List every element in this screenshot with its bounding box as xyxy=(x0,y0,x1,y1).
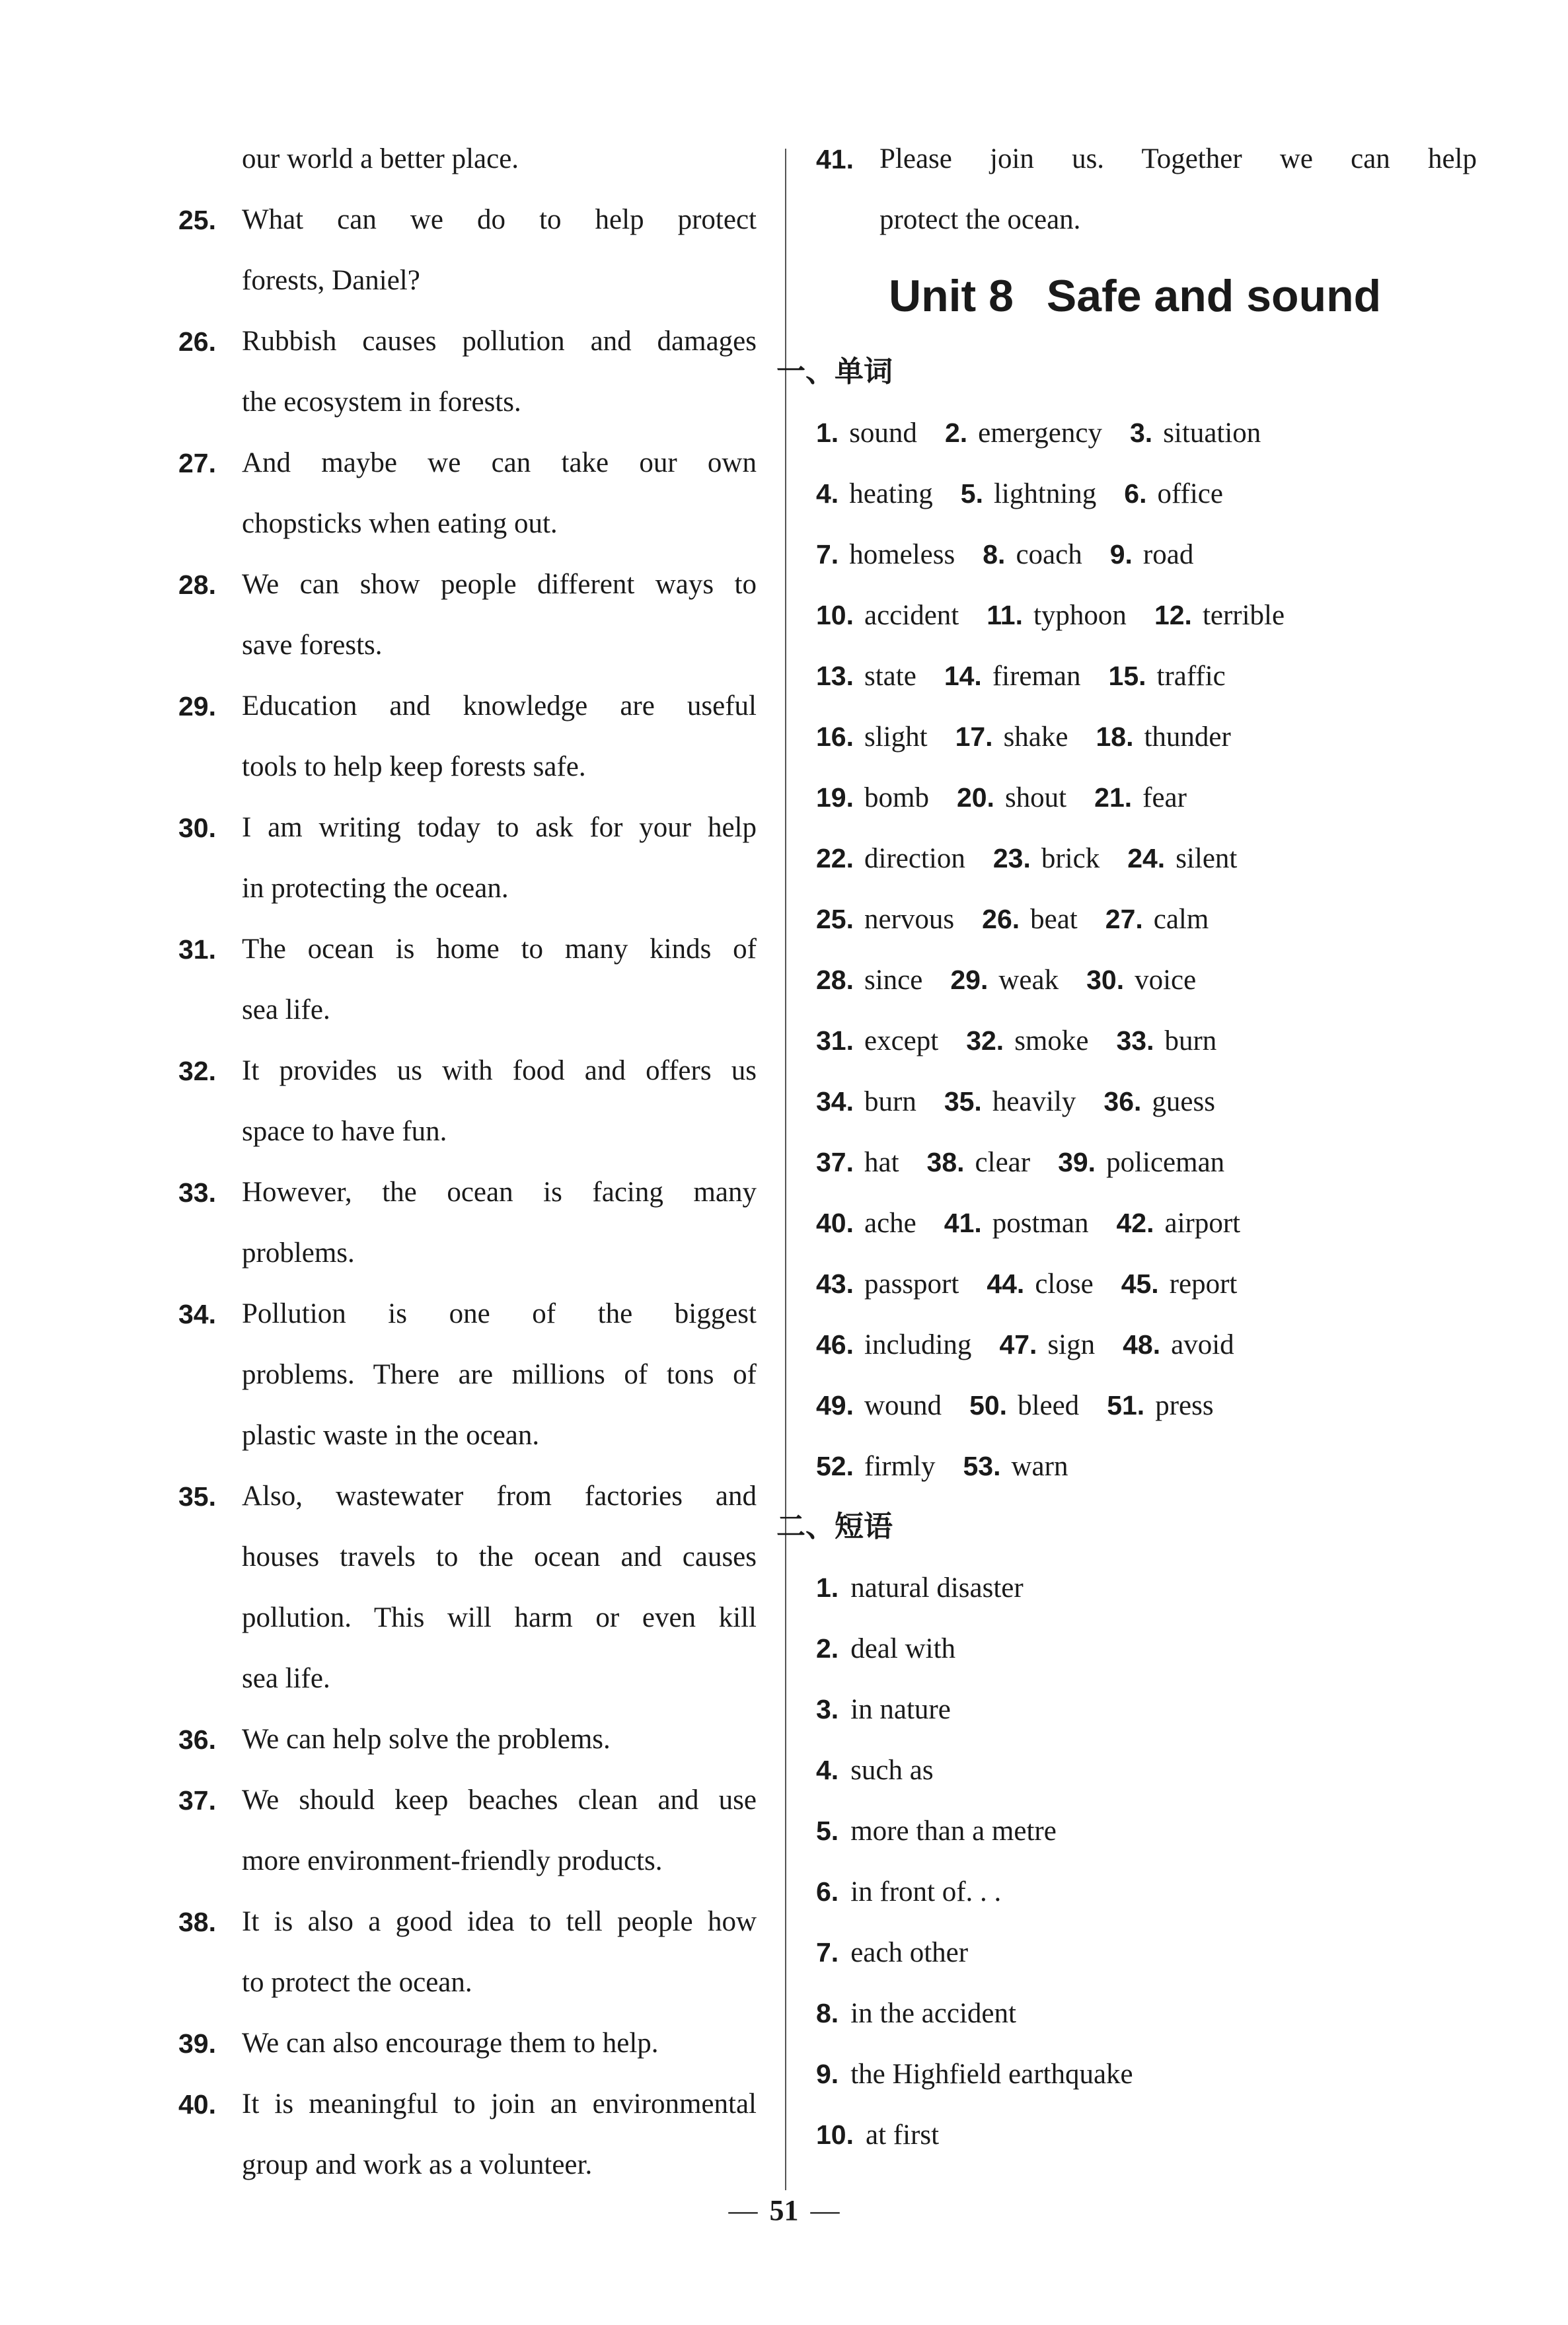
item-number: 26. xyxy=(178,326,216,357)
answer-line xyxy=(178,1162,757,1223)
word-entry xyxy=(816,949,922,1011)
word-text: wound xyxy=(864,1390,942,1421)
word-entry xyxy=(1094,767,1187,829)
answer-line xyxy=(178,311,757,372)
phrase-text: deal with xyxy=(850,1633,956,1664)
word-number: 13. xyxy=(816,661,854,691)
word-entry xyxy=(816,1375,942,1436)
answer-line xyxy=(178,2013,757,2074)
word-entry xyxy=(957,767,1066,829)
answer-text: What can we do to help protect xyxy=(242,204,757,235)
phrase-number: 10. xyxy=(816,2120,854,2150)
word-entry xyxy=(982,889,1078,950)
word-entry xyxy=(816,1193,916,1254)
answer-text: It provides us with food and offers us xyxy=(242,1055,757,1086)
column-divider xyxy=(785,149,786,2190)
word-row xyxy=(816,767,1477,828)
word-text: including xyxy=(864,1329,972,1360)
word-text: guess xyxy=(1152,1086,1215,1117)
phrase-number: 6. xyxy=(816,1876,839,1907)
word-number: 44. xyxy=(987,1269,1025,1299)
answer-text: However, the ocean is facing many xyxy=(242,1177,757,1208)
word-row xyxy=(816,1010,1477,1071)
right-column xyxy=(776,129,1477,2165)
word-number: 42. xyxy=(1116,1208,1154,1238)
word-text: silent xyxy=(1176,843,1238,874)
word-number: 32. xyxy=(966,1025,1004,1056)
phrase-text: at first xyxy=(866,2120,940,2151)
word-text: coach xyxy=(1016,539,1082,570)
word-text: nervous xyxy=(864,904,955,935)
word-number: 14. xyxy=(944,661,982,691)
answer-continuation: in protecting the ocean. xyxy=(242,873,509,904)
word-text: weak xyxy=(998,965,1059,996)
word-text: thunder xyxy=(1144,721,1231,753)
word-text: bleed xyxy=(1018,1390,1080,1421)
word-row xyxy=(816,402,1477,463)
phrase-number: 5. xyxy=(816,1816,839,1846)
word-entry xyxy=(816,585,959,646)
answer-continuation: to protect the ocean. xyxy=(242,1967,472,1998)
answer-continuation: sea life. xyxy=(242,1663,330,1694)
phrase-row xyxy=(816,2104,1477,2165)
word-entry xyxy=(816,402,917,464)
section-words-heading: 一、单词 xyxy=(776,355,893,388)
answer-continuation: group and work as a volunteer. xyxy=(242,2149,593,2180)
word-entry xyxy=(816,524,955,585)
item-number: 41. xyxy=(816,144,854,174)
word-number: 4. xyxy=(816,478,839,509)
word-text: smoke xyxy=(1014,1025,1089,1056)
word-entry xyxy=(993,828,1100,889)
word-row xyxy=(816,1071,1477,1132)
word-entry xyxy=(1109,646,1226,707)
word-text: policeman xyxy=(1106,1147,1225,1178)
word-number: 30. xyxy=(1086,965,1125,995)
word-number: 15. xyxy=(1108,661,1146,691)
word-text: voice xyxy=(1135,965,1197,996)
page-number-value: 51 xyxy=(769,2194,799,2227)
word-entry xyxy=(927,1132,1031,1193)
word-number: 39. xyxy=(1058,1147,1096,1177)
word-number: 12. xyxy=(1154,600,1192,630)
item-number: 29. xyxy=(178,691,216,721)
word-text: emergency xyxy=(978,418,1102,449)
phrase-number: 2. xyxy=(816,1633,839,1664)
word-text: firmly xyxy=(864,1451,936,1482)
word-number: 31. xyxy=(816,1025,854,1056)
word-text: terrible xyxy=(1202,600,1285,631)
answer-continuation: chopsticks when eating out. xyxy=(242,508,558,539)
item-number: 31. xyxy=(178,934,216,965)
word-number: 21. xyxy=(1094,782,1133,813)
phrase-list xyxy=(816,1557,1477,2165)
word-text: close xyxy=(1035,1269,1094,1300)
item-number: 37. xyxy=(178,1785,216,1816)
word-number: 33. xyxy=(1116,1025,1154,1056)
page-number xyxy=(0,2194,1568,2227)
answer-continuation: forests, Daniel? xyxy=(242,265,420,296)
word-number: 28. xyxy=(816,965,854,995)
word-number: 1. xyxy=(816,418,839,448)
item-number: 35. xyxy=(178,1481,216,1512)
word-number: 24. xyxy=(1127,843,1166,873)
answer-line xyxy=(178,190,757,250)
page-dash-right: — xyxy=(810,2194,840,2227)
word-row xyxy=(816,706,1477,767)
word-text: sign xyxy=(1047,1329,1096,1360)
word-text: heating xyxy=(849,478,933,509)
phrase-number: 3. xyxy=(816,1694,839,1724)
phrase-row xyxy=(816,1679,1477,1740)
vocabulary-list xyxy=(816,402,1477,1496)
answer-continuation: sea life. xyxy=(242,994,330,1025)
word-text: state xyxy=(864,661,916,692)
word-row xyxy=(816,646,1477,706)
word-text: homeless xyxy=(849,539,955,570)
word-number: 48. xyxy=(1123,1329,1161,1360)
word-number: 5. xyxy=(960,478,983,509)
word-row xyxy=(816,949,1477,1010)
word-text: accident xyxy=(864,600,959,631)
answer-text: And maybe we can take our own xyxy=(242,447,757,478)
item-number: 28. xyxy=(178,570,216,600)
answer-text: The ocean is home to many kinds of xyxy=(242,934,757,965)
word-text: passport xyxy=(864,1269,959,1300)
item-number: 40. xyxy=(178,2089,216,2120)
word-entry xyxy=(944,1071,1076,1132)
phrase-text: in nature xyxy=(850,1694,951,1725)
word-entry xyxy=(1116,1010,1216,1072)
word-number: 27. xyxy=(1105,904,1143,934)
word-text: sound xyxy=(849,418,917,449)
word-text: warn xyxy=(1011,1451,1068,1482)
word-text: situation xyxy=(1163,418,1261,449)
answer-text: Rubbish causes pollution and damages xyxy=(242,326,757,357)
word-row xyxy=(816,1375,1477,1436)
word-number: 11. xyxy=(987,600,1023,630)
answer-text: We can also encourage them to help. xyxy=(242,2028,659,2059)
left-column xyxy=(178,129,757,2196)
word-number: 17. xyxy=(955,721,993,752)
answer-continuation: houses travels to the ocean and causes xyxy=(242,1541,757,1572)
answer-text: It is meaningful to join an environmental xyxy=(242,2088,757,2120)
answer-line xyxy=(178,1041,757,1101)
word-text: traffic xyxy=(1156,661,1226,692)
word-entry xyxy=(983,524,1082,585)
phrase-number: 7. xyxy=(816,1937,839,1968)
word-text: press xyxy=(1155,1390,1214,1421)
continued-sentences xyxy=(816,129,1477,250)
word-row xyxy=(816,1193,1477,1253)
phrase-number: 1. xyxy=(816,1572,839,1603)
word-entry xyxy=(945,402,1102,464)
word-text: road xyxy=(1142,539,1194,570)
page-dash-left: — xyxy=(728,2194,758,2227)
word-entry xyxy=(987,585,1127,646)
answer-text: We can help solve the problems. xyxy=(242,1724,611,1755)
word-entry xyxy=(816,1071,916,1132)
word-number: 50. xyxy=(969,1390,1008,1421)
phrase-number: 9. xyxy=(816,2059,839,2089)
word-entry xyxy=(816,463,933,525)
answer-line xyxy=(178,797,757,858)
word-number: 25. xyxy=(816,904,854,934)
answer-line xyxy=(178,1709,757,1770)
word-text: clear xyxy=(975,1147,1031,1178)
word-number: 19. xyxy=(816,782,854,813)
item-number: 27. xyxy=(178,448,216,478)
answer-line xyxy=(178,433,757,494)
word-entry xyxy=(950,949,1059,1011)
word-text: postman xyxy=(992,1208,1089,1239)
word-number: 49. xyxy=(816,1390,854,1421)
item-number: 25. xyxy=(178,205,216,235)
unit-title xyxy=(816,250,1477,342)
word-text: fireman xyxy=(992,661,1081,692)
word-row xyxy=(816,1132,1477,1193)
answer-text: It is also a good idea to tell people how xyxy=(242,1906,757,1937)
phrase-row xyxy=(816,1983,1477,2044)
word-text: beat xyxy=(1030,904,1078,935)
answer-continuation: problems. xyxy=(242,1237,355,1269)
answer-line xyxy=(178,1892,757,1952)
word-entry xyxy=(955,706,1068,768)
answer-text: Please join us. Together we can help xyxy=(879,143,1477,174)
word-number: 51. xyxy=(1107,1390,1145,1421)
phrase-text: more than a metre xyxy=(850,1816,1057,1847)
phrase-row xyxy=(816,1861,1477,1922)
answer-continuation: tools to help keep forests safe. xyxy=(242,751,586,782)
word-entry xyxy=(1123,1314,1234,1376)
word-number: 7. xyxy=(816,539,839,570)
phrase-number: 8. xyxy=(816,1998,839,2028)
word-entry xyxy=(816,1436,935,1497)
word-number: 35. xyxy=(944,1086,982,1117)
item-number: 30. xyxy=(178,813,216,843)
answer-text: We should keep beaches clean and use xyxy=(242,1785,757,1816)
word-entry xyxy=(987,1253,1093,1315)
word-entry xyxy=(1086,949,1196,1011)
word-number: 3. xyxy=(1129,418,1153,448)
item-number: 39. xyxy=(178,2028,216,2059)
phrase-text: each other xyxy=(850,1937,969,1968)
word-row xyxy=(816,889,1477,949)
word-number: 23. xyxy=(992,843,1031,873)
answer-continuation: the ecosystem in forests. xyxy=(242,387,521,418)
section-phrases-heading: 二、短语 xyxy=(776,1510,893,1543)
word-entry xyxy=(963,1436,1068,1497)
item-number: 36. xyxy=(178,1724,216,1755)
word-entry xyxy=(961,463,1097,525)
word-entry xyxy=(1121,1253,1238,1315)
word-text: direction xyxy=(864,843,965,874)
answer-continuation: save forests. xyxy=(242,630,383,661)
word-number: 8. xyxy=(983,539,1006,570)
word-row xyxy=(816,463,1477,524)
answer-continuation: plastic waste in the ocean. xyxy=(242,1420,540,1451)
word-text: ache xyxy=(864,1208,916,1239)
phrase-row xyxy=(816,1557,1477,1618)
word-entry xyxy=(1107,1375,1213,1436)
answer-line xyxy=(178,1770,757,1831)
answer-line xyxy=(816,129,1477,190)
answer-continuation: our world a better place. xyxy=(242,143,519,174)
word-text: slight xyxy=(864,721,928,753)
phrase-text: in the accident xyxy=(850,1998,1016,2029)
word-number: 29. xyxy=(950,965,989,995)
phrase-row xyxy=(816,1800,1477,1861)
word-text: shout xyxy=(1004,782,1067,813)
word-entry xyxy=(816,889,954,950)
word-text: report xyxy=(1169,1269,1238,1300)
answer-line xyxy=(178,2074,757,2135)
word-entry xyxy=(816,828,965,889)
word-row xyxy=(816,1314,1477,1375)
word-number: 16. xyxy=(816,721,854,752)
answer-text: Pollution is one of the biggest xyxy=(242,1298,757,1329)
word-entry xyxy=(816,1132,899,1193)
answer-line xyxy=(178,1466,757,1527)
word-text: fear xyxy=(1142,782,1187,813)
word-entry xyxy=(1096,706,1230,768)
answer-line xyxy=(178,676,757,737)
phrase-row xyxy=(816,2044,1477,2104)
word-entry xyxy=(1110,524,1194,585)
word-entry xyxy=(1124,463,1223,525)
word-number: 10. xyxy=(816,600,854,630)
phrase-row xyxy=(816,1740,1477,1800)
item-number: 34. xyxy=(178,1299,216,1329)
word-entry xyxy=(1130,402,1261,464)
phrase-row xyxy=(816,1618,1477,1679)
answer-line xyxy=(178,919,757,980)
phrase-row xyxy=(816,1922,1477,1983)
word-number: 18. xyxy=(1096,721,1134,752)
answer-continuation: protect the ocean. xyxy=(879,204,1081,235)
word-entry xyxy=(1127,828,1237,889)
word-entry xyxy=(1058,1132,1224,1193)
word-row xyxy=(816,1436,1477,1496)
word-entry xyxy=(944,1193,1089,1254)
word-row xyxy=(816,828,1477,889)
word-number: 40. xyxy=(816,1208,854,1238)
phrase-number: 4. xyxy=(816,1755,839,1785)
item-number: 32. xyxy=(178,1056,216,1086)
word-text: shake xyxy=(1003,721,1068,753)
answer-text: I am writing today to ask for your help xyxy=(242,812,757,843)
word-number: 53. xyxy=(963,1451,1001,1481)
item-number: 33. xyxy=(178,1177,216,1208)
answer-text: Also, wastewater from factories and xyxy=(242,1481,757,1512)
phrase-text: the Highfield earthquake xyxy=(850,2059,1133,2090)
word-number: 38. xyxy=(926,1147,965,1177)
word-text: calm xyxy=(1153,904,1209,935)
word-entry xyxy=(816,1314,971,1376)
word-number: 26. xyxy=(982,904,1020,934)
phrase-text: such as xyxy=(850,1755,934,1786)
word-text: lightning xyxy=(993,478,1097,509)
word-entry xyxy=(944,646,1081,707)
word-number: 47. xyxy=(999,1329,1037,1360)
word-text: burn xyxy=(864,1086,916,1117)
word-row xyxy=(816,524,1477,585)
answer-text: Education and knowledge are useful xyxy=(242,690,757,721)
word-number: 6. xyxy=(1124,478,1147,509)
word-text: heavily xyxy=(992,1086,1076,1117)
answer-continuation: problems. There are millions of tons of xyxy=(242,1359,757,1390)
answer-continuation: pollution. This will harm or even kill xyxy=(242,1602,757,1633)
word-text: hat xyxy=(864,1147,899,1178)
answer-line xyxy=(178,554,757,615)
word-number: 2. xyxy=(944,418,968,448)
answer-continuation: space to have fun. xyxy=(242,1116,447,1147)
phrase-text: in front of. . . xyxy=(850,1876,1002,1907)
word-entry xyxy=(816,767,929,829)
word-text: office xyxy=(1157,478,1223,509)
word-entry xyxy=(999,1314,1095,1376)
word-text: except xyxy=(864,1025,939,1056)
word-entry xyxy=(816,646,916,707)
word-text: avoid xyxy=(1171,1329,1234,1360)
item-number: 38. xyxy=(178,1907,216,1937)
word-number: 36. xyxy=(1103,1086,1142,1117)
word-number: 34. xyxy=(816,1086,854,1117)
word-entry xyxy=(1105,889,1209,950)
word-text: airport xyxy=(1164,1208,1241,1239)
word-text: burn xyxy=(1164,1025,1217,1056)
word-number: 43. xyxy=(816,1269,854,1299)
word-text: typhoon xyxy=(1033,600,1127,631)
word-row xyxy=(816,585,1477,646)
word-entry xyxy=(1103,1071,1215,1132)
word-row xyxy=(816,1253,1477,1314)
word-number: 9. xyxy=(1109,539,1133,570)
word-number: 37. xyxy=(816,1147,854,1177)
word-entry xyxy=(816,1253,959,1315)
unit-number: Unit 8 xyxy=(889,271,1014,321)
word-number: 52. xyxy=(816,1451,854,1481)
word-number: 22. xyxy=(816,843,854,873)
word-entry xyxy=(816,706,928,768)
word-entry xyxy=(816,1010,938,1072)
word-number: 20. xyxy=(956,782,994,813)
word-text: since xyxy=(864,965,923,996)
word-entry xyxy=(969,1375,1079,1436)
word-number: 41. xyxy=(944,1208,982,1238)
answer-text: We can show people different ways to xyxy=(242,569,757,600)
word-text: brick xyxy=(1041,843,1100,874)
answer-line xyxy=(178,1284,757,1345)
word-entry xyxy=(966,1010,1088,1072)
unit-name: Safe and sound xyxy=(1046,271,1382,321)
word-entry xyxy=(1116,1193,1240,1254)
phrase-text: natural disaster xyxy=(850,1572,1024,1604)
word-entry xyxy=(1154,585,1285,646)
answer-continuation: more environment-friendly products. xyxy=(242,1845,663,1876)
word-number: 46. xyxy=(816,1329,854,1360)
word-text: bomb xyxy=(864,782,929,813)
word-number: 45. xyxy=(1121,1269,1159,1299)
